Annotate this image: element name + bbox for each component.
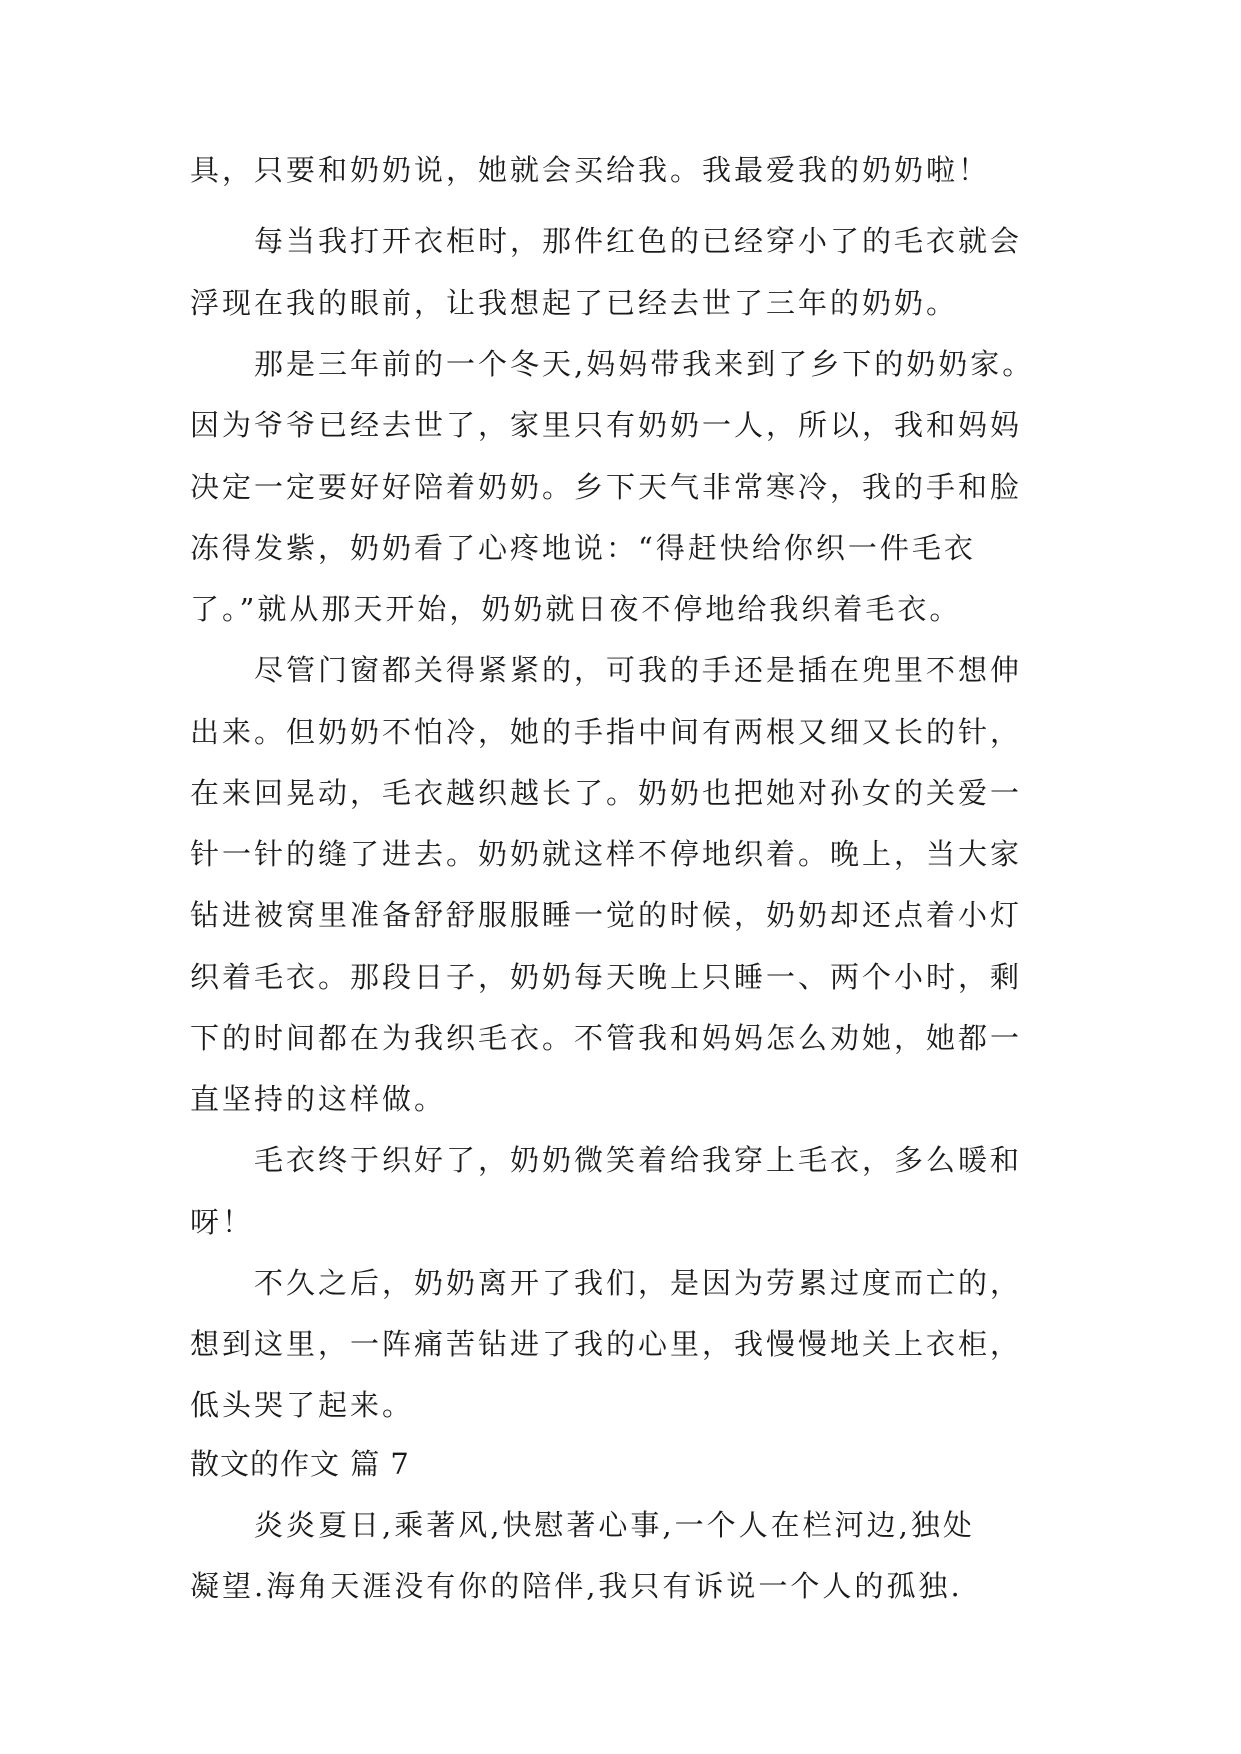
text-line: 决定一定要好好陪着奶奶。乡下天气非常寒冷，我的手和脸: [190, 470, 1023, 504]
text-line: 每当我打开衣柜时，那件红色的已经穿小了的毛衣就会: [254, 224, 1023, 258]
text-line: 低头哭了起来。: [190, 1388, 415, 1422]
text-line: 不久之后，奶奶离开了我们，是因为劳累过度而亡的，: [254, 1266, 1023, 1300]
text-line: 浮现在我的眼前，让我想起了已经去世了三年的奶奶。: [190, 286, 959, 320]
text-line: 尽管门窗都关得紧紧的，可我的手还是插在兜里不想伸: [254, 653, 1023, 687]
section-heading: 散文的作文 篇 7: [190, 1447, 410, 1481]
text-line: 因为爷爷已经去世了，家里只有奶奶一人，所以，我和妈妈: [190, 408, 1023, 442]
text-line: 钻进被窝里准备舒舒服服睡一觉的时候，奶奶却还点着小灯: [190, 898, 1023, 932]
text-line: 针一针的缝了进去。奶奶就这样不停地织着。晚上，当大家: [190, 837, 1023, 871]
text-line: 下的时间都在为我织毛衣。不管我和妈妈怎么劝她，她都一: [190, 1021, 1023, 1055]
text-line: 冻得发紫，奶奶看了心疼地说：“得赶快给你织一件毛衣: [190, 531, 976, 565]
text-line: 具，只要和奶奶说，她就会买给我。我最爱我的奶奶啦！: [190, 153, 991, 187]
text-line: 炎炎夏日,乘著风,快慰著心事,一个人在栏河边,独处: [254, 1508, 975, 1542]
text-line: 在来回晃动，毛衣越织越长了。奶奶也把她对孙女的关爱一: [190, 776, 1023, 810]
text-line: 呀！: [190, 1205, 255, 1239]
text-line: 直坚持的这样做。: [190, 1082, 447, 1116]
text-line: 织着毛衣。那段日子，奶奶每天晚上只睡一、两个小时，剩: [190, 960, 1023, 994]
text-line: 想到这里，一阵痛苦钻进了我的心里，我慢慢地关上衣柜，: [190, 1327, 1023, 1361]
text-line: 了。”就从那天开始，奶奶就日夜不停地给我织着毛衣。: [190, 592, 962, 626]
text-line: 凝望.海角天涯没有你的陪伴,我只有诉说一个人的孤独.: [190, 1569, 963, 1603]
text-line: 毛衣终于织好了，奶奶微笑着给我穿上毛衣，多么暖和: [254, 1143, 1023, 1177]
text-line: 出来。但奶奶不怕冷，她的手指中间有两根又细又长的针，: [190, 715, 1023, 749]
text-line: 那是三年前的一个冬天,妈妈带我来到了乡下的奶奶家。: [254, 347, 1035, 381]
